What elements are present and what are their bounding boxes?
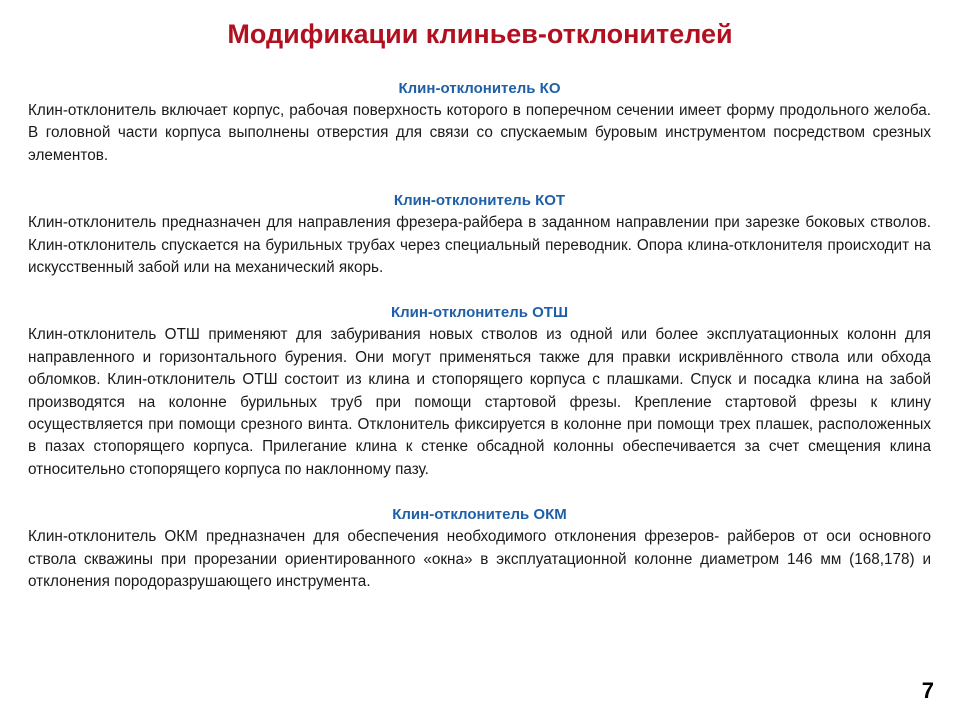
slide-content <box>28 78 931 617</box>
section-heading: Клин-отклонитель ОКМ <box>392 506 567 524</box>
section-heading: Клин-отклонитель КО <box>398 80 561 97</box>
section-okm <box>28 504 931 593</box>
section-ko <box>28 78 931 167</box>
section-kot <box>28 190 931 279</box>
page-number: 7 <box>921 678 934 703</box>
section-body: Клин-отклонитель ОТШ применяют для забуривания новых стволов из одной или более эксплуатационных колонн для направленного и горизонтального бурения. Они могут применяться также для правки искривлённого ствола или обхода обломков. Клин-отклонитель ОТШ состоит из клина и стопорящего корпуса с плашками. Спуск и посадка клина на забой производятся на колонне бурильных труб при помощи стартовой фрезы. Крепление стартовой фрезы к клину осуществляется при помощи срезного винта. Отклонитель фиксируется в колонне при помощи трех плашек, расположенных в пазах стопорящего корпуса. Прилегание клина к стенке обсадной колонны обеспечивается за счет смещения клина относительно стопорящего корпуса по наклонному пазу. <box>28 326 931 478</box>
section-heading: Клин-отклонитель ОТШ <box>390 304 569 322</box>
section-otsh <box>28 302 931 481</box>
section-heading: Клин-отклонитель КОТ <box>393 192 566 210</box>
slide-title: Модификации клиньев-отклонителей <box>227 19 733 49</box>
section-body: Клин-отклонитель предназначен для направления фрезера-райбера в заданном направлении при зарезке боковых стволов. Клин-отклонитель спускается на бурильных трубах через специальный переводник. Опора клина-отклонителя происходит на искусственный забой или на механический якорь. <box>28 214 931 277</box>
section-body: Клин-отклонитель включает корпус, рабочая поверхность которого в поперечном сечении имеет форму продольного желоба. В головной части корпуса выполнены отверстия для связи со спускаемым буровым инструментом посредством срезных элементов. <box>28 102 931 164</box>
section-body: Клин-отклонитель ОКМ предназначен для обеспечения необходимого отклонения фрезеров- райберов от оси основного ствола скважины при прорезании ориентированного «окна» в эксплуатационной колонне диаметром 146 мм (168,178) и отклонения породоразрушающего инструмента. <box>28 528 931 591</box>
